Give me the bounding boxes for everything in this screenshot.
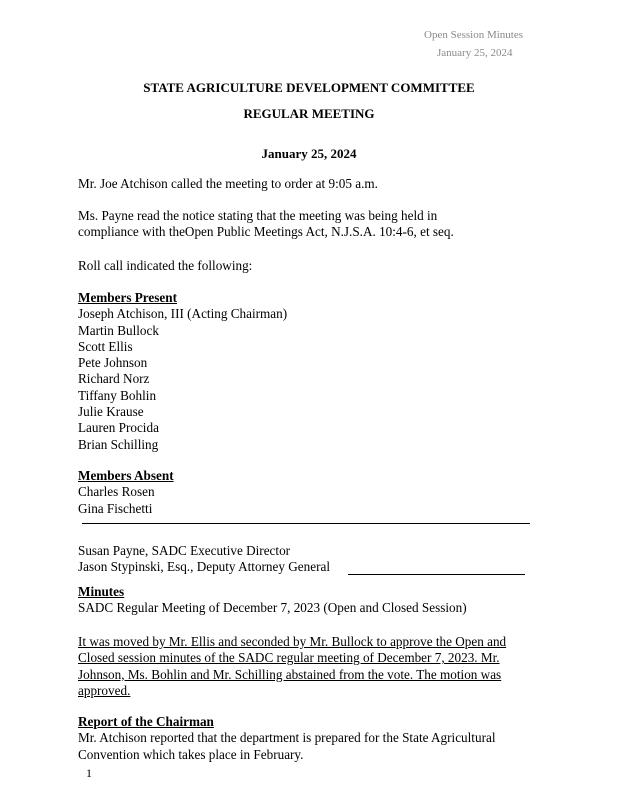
member-name: Julie Krause: [78, 404, 144, 420]
notice-paragraph: [78, 208, 548, 241]
staff-section: [78, 543, 548, 576]
members-present-heading: Members Present: [78, 290, 177, 305]
minutes-section: [78, 584, 548, 617]
staff-underline: [348, 574, 525, 575]
members-absent-section: [78, 468, 548, 517]
motion-line: approved.: [78, 682, 131, 698]
minutes-heading: Minutes: [78, 584, 125, 599]
member-name: Joseph Atchison, III (Acting Chairman): [78, 306, 288, 322]
member-name: Charles Rosen: [78, 484, 155, 500]
member-name: Scott Ellis: [78, 338, 133, 354]
staff-line: Jason Stypinski, Esq., Deputy Attorney General: [78, 559, 330, 575]
motion-line: Johnson, Ms. Bohlin and Mr. Schilling abstained from the vote. The motion was: [78, 666, 502, 682]
member-name: Pete Johnson: [78, 355, 148, 371]
motion-line: It was moved by Mr. Ellis and seconded by Mr. Bullock to approve the Open and: [78, 634, 507, 649]
member-name: Gina Fischetti: [78, 500, 153, 516]
members-absent-heading: Members Absent: [78, 468, 174, 483]
call-to-order-paragraph: Mr. Joe Atchison called the meeting to order at 9:05 a.m.: [78, 176, 378, 191]
member-name: Martin Bullock: [78, 322, 159, 338]
chairman-report-heading: Report of the Chairman: [78, 714, 214, 729]
notice-line: Ms. Payne read the notice stating that the meeting was being held in: [78, 208, 438, 223]
running-header-date: January 25, 2024: [437, 47, 513, 59]
notice-line: compliance with theOpen Public Meetings Act, N.J.S.A. 10:4-6, et seq.: [78, 224, 454, 240]
chairman-report-line: Mr. Atchison reported that the department is prepared for the State Agricultural: [78, 730, 496, 746]
members-present-section: [78, 290, 548, 453]
meeting-title: REGULAR MEETING: [243, 106, 375, 121]
chairman-report-section: [78, 714, 548, 763]
page-number: 1: [86, 766, 92, 780]
meeting-date: January 25, 2024: [261, 146, 357, 161]
member-name: Lauren Procida: [78, 420, 159, 436]
member-name: Tiffany Bohlin: [78, 387, 157, 403]
minutes-motion: [78, 634, 548, 699]
member-name: Richard Norz: [78, 371, 150, 387]
member-name: Brian Schilling: [78, 436, 159, 452]
minutes-subtitle: SADC Regular Meeting of December 7, 2023 (Open and Closed Session): [78, 600, 467, 616]
running-header-title: Open Session Minutes: [424, 29, 523, 41]
committee-title: STATE AGRICULTURE DEVELOPMENT COMMITTEE: [143, 80, 475, 95]
chairman-report-line: Convention which takes place in February.: [78, 746, 304, 762]
section-divider: [82, 523, 530, 524]
motion-line: Closed session minutes of the SADC regular meeting of December 7, 2023. Mr.: [78, 650, 500, 666]
roll-call-paragraph: Roll call indicated the following:: [78, 258, 253, 273]
staff-line: Susan Payne, SADC Executive Director: [78, 543, 291, 558]
